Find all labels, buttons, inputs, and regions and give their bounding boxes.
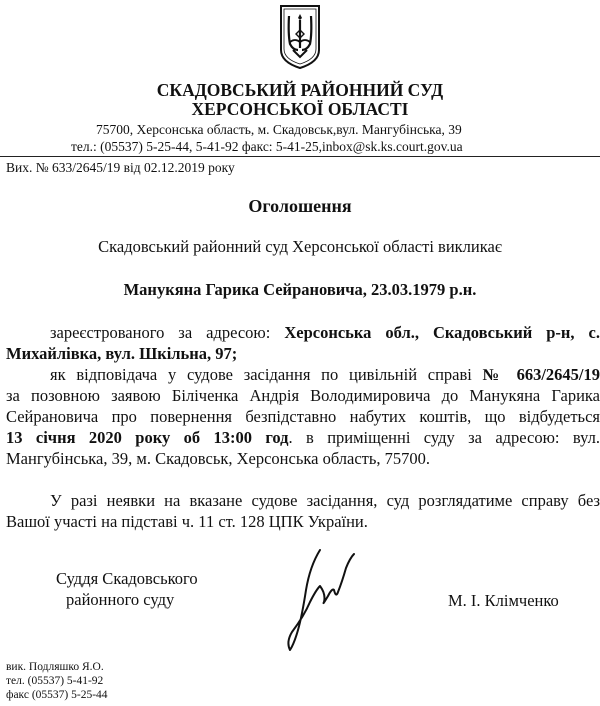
handwritten-signature (280, 546, 360, 656)
document-title: Оголошення (248, 196, 352, 216)
executor-fax: факс (05537) 5-25-44 (6, 689, 108, 701)
case-number: № 663/2645/19 (482, 365, 600, 384)
header-divider (0, 156, 600, 157)
court-name-line2: ХЕРСОНСЬКОЇ ОБЛАСТІ (191, 99, 409, 119)
summons-intro: Скадовський районний суд Херсонської області викликає (98, 237, 502, 256)
judge-position-line1: Суддя Скадовського (56, 569, 198, 588)
registered-address-line (50, 322, 600, 343)
registered-address-part2: Михайлівка, вул. Шкільна, 97; (6, 344, 238, 363)
case-line-2: за позовною заявою Біліченка Андрія Володимировича до Манукяна Гарика (6, 386, 600, 405)
court-address: 75700, Херсонська область, м. Скадовськ,вул. Мангубінська, 39 (96, 122, 462, 137)
notice-line-1: У разі неявки на вказане судове засідання, суд розглядатиме справу без (50, 491, 600, 510)
court-name-line1: СКАДОВСЬКИЙ РАЙОННИЙ СУД (156, 80, 444, 100)
case-line1-prefix: як відповідача у судове засідання по цивільній справі (50, 365, 483, 384)
coat-of-arms-icon (279, 4, 321, 70)
summoned-person: Манукяна Гарика Сейрановича, 23.03.1979 р.н. (123, 280, 477, 299)
case-line-3: Сейрановича про повернення безпідставно набутих коштів, що відбудеться (6, 407, 600, 426)
case-line-1 (50, 364, 600, 385)
court-contacts: тел.: (05537) 5-25-44, 5-41-92 факс: 5-41-25,inbox@sk.ks.court.gov.ua (71, 139, 463, 154)
registered-address-part1: Херсонська обл., Скадовський р-н, с. (284, 323, 600, 342)
case-line4-suffix: . в приміщенні суду за адресою: вул. (288, 428, 600, 447)
hearing-datetime: 13 січня 2020 року об 13:00 год (6, 428, 289, 447)
outgoing-number: Вих. № 633/2645/19 від 02.12.2019 року (6, 160, 235, 175)
notice-line-2: Вашої участі на підставі ч. 11 ст. 128 ЦПК України. (6, 512, 368, 531)
judge-position-line2: районного суду (66, 590, 175, 609)
case-line-4 (6, 427, 600, 448)
registered-prefix: зареєстрованого за адресою: (50, 323, 285, 342)
judge-name: М. І. Клімченко (448, 591, 559, 610)
executor: вик. Подляшко Я.О. (6, 661, 104, 673)
executor-phone: тел. (05537) 5-41-92 (6, 675, 104, 687)
case-line-5: Мангубінська, 39, м. Скадовськ, Херсонська область, 75700. (6, 449, 431, 468)
